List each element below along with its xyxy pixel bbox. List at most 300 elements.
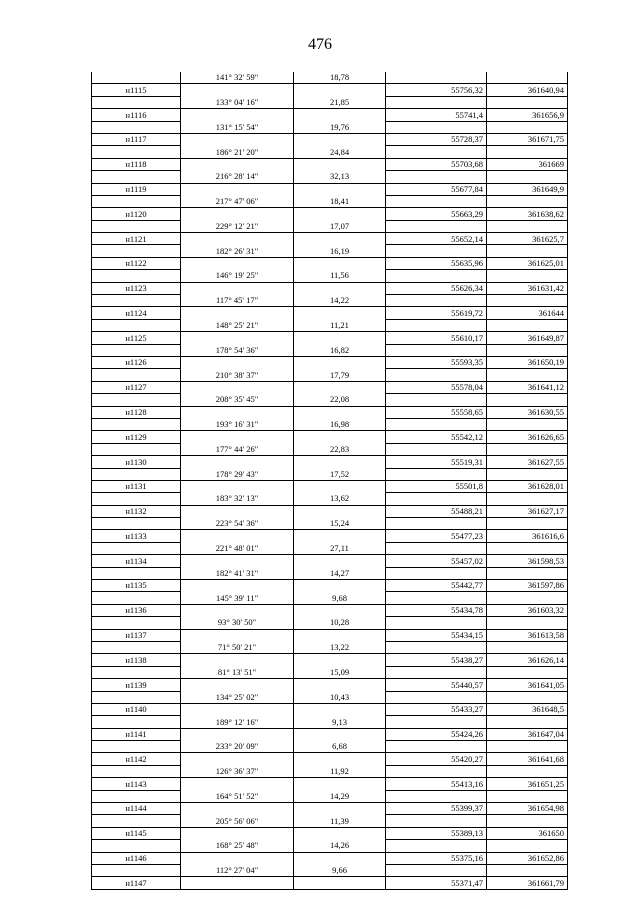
- x-coordinate-cell: 55619,72: [386, 307, 487, 319]
- angle-cell: 133° 04' 16": [181, 96, 294, 108]
- length-cell: [294, 84, 386, 96]
- x-cell: [386, 691, 487, 703]
- angle-cell: [181, 257, 294, 269]
- x-cell: [386, 542, 487, 554]
- table-row-segment: [92, 641, 568, 653]
- table-row-segment: [92, 666, 568, 678]
- table-row-point: [92, 629, 568, 641]
- x-coordinate-cell: 55371,47: [386, 877, 487, 889]
- angle-cell: [181, 679, 294, 691]
- angle-cell: [181, 233, 294, 245]
- length-cell: 14,27: [294, 567, 386, 579]
- table-row-segment: [92, 443, 568, 455]
- table-row-segment: [92, 815, 568, 827]
- angle-cell: [181, 703, 294, 715]
- angle-cell: 93° 30' 50": [181, 617, 294, 629]
- length-cell: [294, 109, 386, 121]
- point-name-cell: н1135: [92, 580, 181, 592]
- angle-cell: [181, 530, 294, 542]
- x-coordinate-cell: 55542,12: [386, 431, 487, 443]
- y-coordinate-cell: 361627,17: [487, 505, 568, 517]
- y-cell: [487, 344, 568, 356]
- length-cell: 13,22: [294, 641, 386, 653]
- angle-cell: 164° 51' 52": [181, 790, 294, 802]
- angle-cell: [181, 778, 294, 790]
- point-cell: [92, 220, 181, 232]
- y-cell: [487, 319, 568, 331]
- table-row-segment: [92, 765, 568, 777]
- angle-cell: [181, 877, 294, 889]
- point-name-cell: н1128: [92, 406, 181, 418]
- length-cell: 16,98: [294, 418, 386, 430]
- x-cell: [386, 617, 487, 629]
- angle-cell: 117° 45' 17": [181, 295, 294, 307]
- point-cell: [92, 418, 181, 430]
- length-cell: 11,92: [294, 765, 386, 777]
- table-row-point: [92, 406, 568, 418]
- x-cell: [386, 319, 487, 331]
- point-cell: [92, 691, 181, 703]
- angle-cell: 205° 56' 06": [181, 815, 294, 827]
- length-cell: [294, 431, 386, 443]
- point-name-cell: н1147: [92, 877, 181, 889]
- table-row-point: [92, 580, 568, 592]
- y-coordinate-cell: 361661,79: [487, 877, 568, 889]
- length-cell: 21,85: [294, 96, 386, 108]
- length-cell: 10,28: [294, 617, 386, 629]
- x-cell: [386, 567, 487, 579]
- y-coordinate-cell: 361669: [487, 158, 568, 170]
- table-row-segment: [92, 418, 568, 430]
- table-row-point: [92, 183, 568, 195]
- table-row-segment: [92, 617, 568, 629]
- x-coordinate-cell: 55488,21: [386, 505, 487, 517]
- table-row-point: [92, 431, 568, 443]
- x-coordinate-cell: 55424,26: [386, 728, 487, 740]
- page-number: 476: [308, 36, 332, 53]
- y-coordinate-cell: 361649,87: [487, 332, 568, 344]
- x-cell: [386, 245, 487, 257]
- length-cell: 9,13: [294, 716, 386, 728]
- y-cell: [487, 369, 568, 381]
- angle-cell: [181, 158, 294, 170]
- table-row-segment: [92, 72, 568, 84]
- y-cell: [487, 765, 568, 777]
- x-cell: [386, 518, 487, 530]
- x-coordinate-cell: 55593,35: [386, 356, 487, 368]
- table-row-point: [92, 456, 568, 468]
- length-cell: [294, 604, 386, 616]
- length-cell: 19,76: [294, 121, 386, 133]
- length-cell: 16,82: [294, 344, 386, 356]
- point-cell: [92, 319, 181, 331]
- length-cell: [294, 728, 386, 740]
- angle-cell: [181, 332, 294, 344]
- length-cell: 27,11: [294, 542, 386, 554]
- length-cell: [294, 629, 386, 641]
- length-cell: [294, 183, 386, 195]
- length-cell: [294, 406, 386, 418]
- angle-cell: [181, 183, 294, 195]
- angle-cell: 217° 47' 06": [181, 195, 294, 207]
- length-cell: 17,07: [294, 220, 386, 232]
- y-cell: [487, 96, 568, 108]
- point-name-cell: н1140: [92, 703, 181, 715]
- table-row-segment: [92, 865, 568, 877]
- point-name-cell: н1120: [92, 208, 181, 220]
- point-cell: [92, 815, 181, 827]
- x-cell: [386, 815, 487, 827]
- angle-cell: 210° 38' 37": [181, 369, 294, 381]
- y-cell: [487, 121, 568, 133]
- x-cell: [386, 295, 487, 307]
- y-cell: [487, 443, 568, 455]
- point-cell: [92, 617, 181, 629]
- table-row-segment: [92, 96, 568, 108]
- table-row-point: [92, 703, 568, 715]
- table-row-point: [92, 555, 568, 567]
- point-name-cell: н1139: [92, 679, 181, 691]
- y-coordinate-cell: 361651,25: [487, 778, 568, 790]
- angle-cell: 177° 44' 26": [181, 443, 294, 455]
- x-coordinate-cell: 55741,4: [386, 109, 487, 121]
- y-cell: [487, 220, 568, 232]
- angle-cell: [181, 604, 294, 616]
- length-cell: 22,08: [294, 394, 386, 406]
- y-coordinate-cell: 361640,94: [487, 84, 568, 96]
- point-cell: [92, 443, 181, 455]
- length-cell: 11,56: [294, 270, 386, 282]
- angle-cell: 71° 50' 21": [181, 641, 294, 653]
- x-coordinate-cell: 55652,14: [386, 233, 487, 245]
- point-name-cell: н1131: [92, 480, 181, 492]
- length-cell: [294, 852, 386, 864]
- angle-cell: [181, 852, 294, 864]
- angle-cell: [181, 753, 294, 765]
- angle-cell: [181, 580, 294, 592]
- length-cell: 17,79: [294, 369, 386, 381]
- x-coordinate-cell: 55375,16: [386, 852, 487, 864]
- point-name-cell: н1134: [92, 555, 181, 567]
- length-cell: [294, 158, 386, 170]
- angle-cell: [181, 109, 294, 121]
- angle-cell: 221° 48' 01": [181, 542, 294, 554]
- length-cell: 18,78: [294, 72, 386, 84]
- y-cell: [487, 790, 568, 802]
- angle-cell: 112° 27' 04": [181, 865, 294, 877]
- length-cell: 14,29: [294, 790, 386, 802]
- point-name-cell: н1123: [92, 282, 181, 294]
- y-cell: [487, 741, 568, 753]
- point-name-cell: н1142: [92, 753, 181, 765]
- point-cell: [92, 245, 181, 257]
- x-cell: [386, 270, 487, 282]
- x-coordinate-cell: 55663,29: [386, 208, 487, 220]
- angle-cell: 208° 35' 45": [181, 394, 294, 406]
- table-row-point: [92, 877, 568, 889]
- angle-cell: 131° 15' 54": [181, 121, 294, 133]
- y-cell: [487, 468, 568, 480]
- length-cell: [294, 555, 386, 567]
- x-coordinate-cell: 55703,68: [386, 158, 487, 170]
- length-cell: [294, 654, 386, 666]
- y-cell: [487, 195, 568, 207]
- x-cell: [386, 195, 487, 207]
- point-name-cell: н1138: [92, 654, 181, 666]
- point-cell: [92, 716, 181, 728]
- x-coordinate-cell: 55728,37: [386, 133, 487, 145]
- table-row-segment: [92, 295, 568, 307]
- table-row-point: [92, 604, 568, 616]
- x-coordinate-cell: 55438,27: [386, 654, 487, 666]
- point-cell: [92, 121, 181, 133]
- angle-cell: [181, 307, 294, 319]
- angle-cell: 134° 25' 02": [181, 691, 294, 703]
- angle-cell: [181, 803, 294, 815]
- length-cell: [294, 282, 386, 294]
- angle-cell: 178° 29' 43": [181, 468, 294, 480]
- point-name-cell: н1143: [92, 778, 181, 790]
- point-cell: [92, 518, 181, 530]
- point-cell: [92, 394, 181, 406]
- x-cell: [386, 171, 487, 183]
- point-name-cell: н1136: [92, 604, 181, 616]
- table-row-point: [92, 505, 568, 517]
- angle-cell: [181, 555, 294, 567]
- x-coordinate-cell: 55578,04: [386, 381, 487, 393]
- table-row-segment: [92, 592, 568, 604]
- point-name-cell: н1137: [92, 629, 181, 641]
- y-coordinate-cell: 361647,04: [487, 728, 568, 740]
- point-name-cell: н1132: [92, 505, 181, 517]
- x-cell: [386, 220, 487, 232]
- table-row-segment: [92, 567, 568, 579]
- y-cell: [487, 840, 568, 852]
- point-name-cell: н1117: [92, 133, 181, 145]
- y-cell: [487, 295, 568, 307]
- y-coordinate-cell: 361641,05: [487, 679, 568, 691]
- angle-cell: [181, 356, 294, 368]
- x-coordinate-cell: 55477,23: [386, 530, 487, 542]
- length-cell: 9,66: [294, 865, 386, 877]
- point-name-cell: н1118: [92, 158, 181, 170]
- x-coordinate-cell: 55677,84: [386, 183, 487, 195]
- length-cell: [294, 480, 386, 492]
- table-row-segment: [92, 394, 568, 406]
- length-cell: [294, 803, 386, 815]
- table-body: [92, 72, 568, 889]
- y-cell: [487, 394, 568, 406]
- point-name-cell: н1127: [92, 381, 181, 393]
- angle-cell: 182° 26' 31": [181, 245, 294, 257]
- length-cell: 11,39: [294, 815, 386, 827]
- point-name-cell: н1119: [92, 183, 181, 195]
- y-cell: [487, 245, 568, 257]
- y-cell: [487, 542, 568, 554]
- y-coordinate-cell: 361625,01: [487, 257, 568, 269]
- angle-cell: [181, 431, 294, 443]
- angle-cell: [181, 133, 294, 145]
- table-row-segment: [92, 741, 568, 753]
- point-cell: [92, 840, 181, 852]
- x-coordinate-cell: 55457,02: [386, 555, 487, 567]
- x-coordinate-cell: 55756,32: [386, 84, 487, 96]
- y-coordinate-cell: 361649,9: [487, 183, 568, 195]
- point-cell: [92, 865, 181, 877]
- y-cell: [487, 567, 568, 579]
- x-cell: [386, 765, 487, 777]
- y-coordinate-cell: 361597,86: [487, 580, 568, 592]
- point-cell: [92, 592, 181, 604]
- point-name-cell: н1129: [92, 431, 181, 443]
- table-row-point: [92, 827, 568, 839]
- y-cell: [487, 518, 568, 530]
- table-row-segment: [92, 840, 568, 852]
- x-cell: [386, 493, 487, 505]
- y-coordinate-cell: 361650: [487, 827, 568, 839]
- angle-cell: [181, 84, 294, 96]
- y-cell: [487, 146, 568, 158]
- angle-cell: [181, 629, 294, 641]
- point-cell: [92, 369, 181, 381]
- x-cell: [386, 840, 487, 852]
- x-cell: [386, 790, 487, 802]
- length-cell: [294, 208, 386, 220]
- y-coordinate-cell: 361641,68: [487, 753, 568, 765]
- y-coordinate-cell: 361603,32: [487, 604, 568, 616]
- table-row-point: [92, 356, 568, 368]
- x-coordinate-cell: 55389,13: [386, 827, 487, 839]
- point-cell: [92, 493, 181, 505]
- y-cell: [487, 592, 568, 604]
- angle-cell: 182° 41' 31": [181, 567, 294, 579]
- angle-cell: 189° 12' 16": [181, 716, 294, 728]
- angle-cell: [181, 456, 294, 468]
- angle-cell: 216° 28' 14": [181, 171, 294, 183]
- x-cell: [386, 72, 487, 84]
- x-coordinate-cell: 55433,27: [386, 703, 487, 715]
- y-coordinate-cell: 361631,42: [487, 282, 568, 294]
- y-coordinate-cell: 361644: [487, 307, 568, 319]
- length-cell: [294, 381, 386, 393]
- length-cell: 24,84: [294, 146, 386, 158]
- y-cell: [487, 666, 568, 678]
- x-coordinate-cell: 55558,65: [386, 406, 487, 418]
- x-cell: [386, 741, 487, 753]
- y-cell: [487, 691, 568, 703]
- length-cell: 10,43: [294, 691, 386, 703]
- x-cell: [386, 121, 487, 133]
- y-coordinate-cell: 361627,55: [487, 456, 568, 468]
- angle-cell: [181, 406, 294, 418]
- point-cell: [92, 295, 181, 307]
- table-row-point: [92, 852, 568, 864]
- length-cell: [294, 580, 386, 592]
- table-row-segment: [92, 518, 568, 530]
- table-row-point: [92, 257, 568, 269]
- x-cell: [386, 641, 487, 653]
- angle-cell: [181, 282, 294, 294]
- y-coordinate-cell: 361630,55: [487, 406, 568, 418]
- x-cell: [386, 96, 487, 108]
- length-cell: [294, 827, 386, 839]
- y-coordinate-cell: 361671,75: [487, 133, 568, 145]
- length-cell: [294, 530, 386, 542]
- angle-cell: 186° 21' 20": [181, 146, 294, 158]
- y-coordinate-cell: 361638,62: [487, 208, 568, 220]
- table-row-segment: [92, 245, 568, 257]
- point-cell: [92, 171, 181, 183]
- y-cell: [487, 418, 568, 430]
- table-row-point: [92, 307, 568, 319]
- y-cell: [487, 716, 568, 728]
- x-cell: [386, 865, 487, 877]
- point-name-cell: н1141: [92, 728, 181, 740]
- x-cell: [386, 344, 487, 356]
- y-coordinate-cell: 361625,7: [487, 233, 568, 245]
- point-name-cell: н1130: [92, 456, 181, 468]
- angle-cell: [181, 654, 294, 666]
- angle-cell: 126° 36' 37": [181, 765, 294, 777]
- y-coordinate-cell: 361654,98: [487, 803, 568, 815]
- table-row-point: [92, 208, 568, 220]
- length-cell: 22,83: [294, 443, 386, 455]
- table-row-segment: [92, 468, 568, 480]
- y-coordinate-cell: 361628,01: [487, 480, 568, 492]
- angle-cell: 223° 54' 36": [181, 518, 294, 530]
- table-row-segment: [92, 195, 568, 207]
- point-name-cell: н1146: [92, 852, 181, 864]
- angle-cell: [181, 728, 294, 740]
- point-name-cell: н1115: [92, 84, 181, 96]
- length-cell: 15,09: [294, 666, 386, 678]
- table-row-segment: [92, 691, 568, 703]
- angle-cell: [181, 505, 294, 517]
- length-cell: [294, 877, 386, 889]
- table-row-segment: [92, 493, 568, 505]
- length-cell: 32,13: [294, 171, 386, 183]
- point-cell: [92, 344, 181, 356]
- length-cell: 14,26: [294, 840, 386, 852]
- x-coordinate-cell: 55519,31: [386, 456, 487, 468]
- y-coordinate-cell: 361652,86: [487, 852, 568, 864]
- x-cell: [386, 369, 487, 381]
- y-cell: [487, 493, 568, 505]
- length-cell: [294, 233, 386, 245]
- table-row-point: [92, 381, 568, 393]
- length-cell: [294, 703, 386, 715]
- y-coordinate-cell: 361626,65: [487, 431, 568, 443]
- length-cell: [294, 505, 386, 517]
- point-name-cell: н1121: [92, 233, 181, 245]
- x-coordinate-cell: 55635,96: [386, 257, 487, 269]
- x-cell: [386, 468, 487, 480]
- y-cell: [487, 815, 568, 827]
- x-coordinate-cell: 55413,16: [386, 778, 487, 790]
- angle-cell: 229° 12' 21": [181, 220, 294, 232]
- angle-cell: [181, 827, 294, 839]
- y-cell: [487, 641, 568, 653]
- x-coordinate-cell: 55626,34: [386, 282, 487, 294]
- y-coordinate-cell: 361598,53: [487, 555, 568, 567]
- table-row-segment: [92, 146, 568, 158]
- table-row-point: [92, 233, 568, 245]
- angle-cell: [181, 480, 294, 492]
- x-cell: [386, 146, 487, 158]
- y-cell: [487, 865, 568, 877]
- y-coordinate-cell: 361650,19: [487, 356, 568, 368]
- point-cell: [92, 741, 181, 753]
